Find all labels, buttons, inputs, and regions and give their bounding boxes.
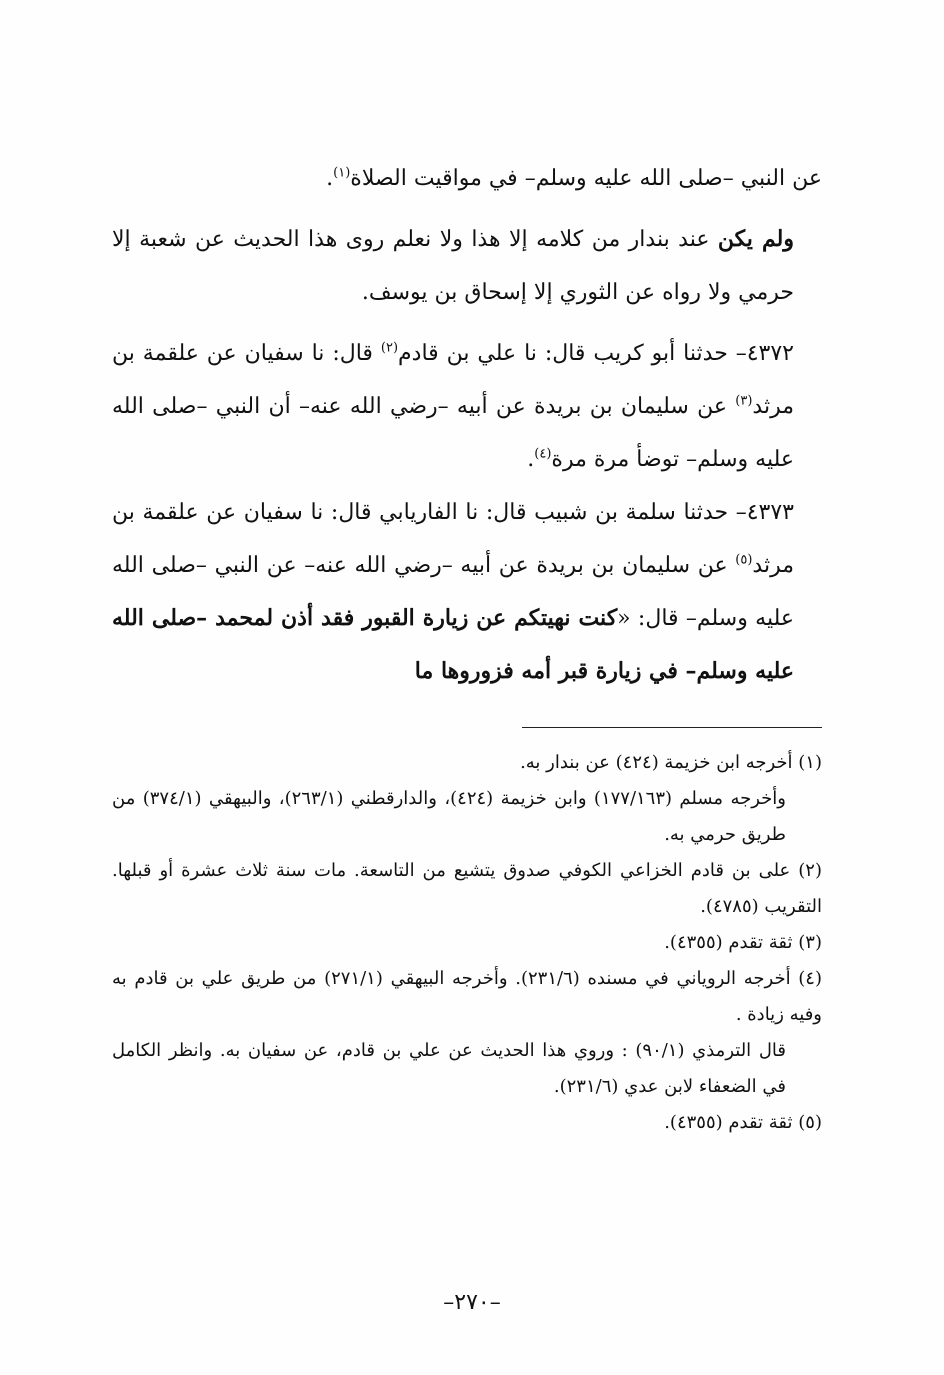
hadith-4372-end: . — [527, 447, 535, 472]
footnote-4: (٤) أخرجه الروياني في مسنده (٢٣١/٦). وأخرجه البيهقي (٢٧١/١) من طريق علي بن قادم به وفيه زيادة . — [112, 968, 822, 1025]
paragraph-2-text: عند بندار من كلامه إلا هذا ولا نعلم روى هذا الحديث عن شعبة إلا حرمي ولا رواه عن الثوري إلا إسحاق بن يوسف. — [112, 227, 794, 305]
footnote-ref-4: (٤) — [534, 446, 552, 462]
paragraph-1-text: عن النبي –صلى الله عليه وسلم– في مواقيت الصلاة — [350, 166, 822, 191]
footnote-separator — [522, 727, 822, 728]
footnote-4-continued: قال الترمذي (٩٠/١) : وروي هذا الحديث عن علي بن قادم، عن سفيان به. وانظر الكامل في الضعفاء لابن عدي (٢٣١/٦). — [112, 1040, 786, 1097]
footnotes — [112, 745, 822, 1141]
paragraph-1 — [112, 152, 822, 205]
footnote-1: (١) أخرجه ابن خزيمة (٤٢٤) عن بندار به. — [520, 752, 822, 773]
hadith-4373-part-b: عن سليمان بن بريدة عن أبيه –رضي الله عنه– عن النبي –صلى الله عليه وسلم– قال: « — [112, 553, 794, 631]
hadith-4373-bold-quote: كنت نهيتكم عن زيارة القبور فقد أذن لمحمد –صلى الله عليه وسلم– في زيارة قبر أمه فزوروها ما — [112, 605, 794, 684]
hadith-4372-part-b: قال: نا سفيان عن علقمة بن مرثد — [112, 341, 794, 419]
paragraph-1-end: . — [326, 166, 334, 191]
hadith-4372 — [112, 327, 822, 486]
footnote-ref-5: (٥) — [735, 552, 753, 568]
footnote-1-continued: وأخرجه مسلم (١٧٧/١٦٣) وابن خزيمة (٤٢٤)، والدارقطني (٢٦٣/١)، والبيهقي (٣٧٤/١) من طريق حرمي به. — [112, 788, 786, 845]
paragraph-2 — [112, 213, 822, 319]
hadith-4373 — [112, 486, 822, 698]
footnote-2: (٢) على بن قادم الخزاعي الكوفي صدوق يتشيع من التاسعة. مات سنة ثلاث عشرة أو قبلها. التقريب (٤٧٨٥). — [112, 860, 822, 917]
paragraph-2-bold: ولم يكن — [717, 226, 794, 252]
hadith-4373-part-a: ٤٣٧٣– حدثنا سلمة بن شبيب قال: نا الفاريابي قال: نا سفيان عن علقمة بن مرثد — [112, 500, 794, 578]
page-number: –٢٧٠– — [443, 1290, 501, 1315]
hadith-4372-part-c: عن سليمان بن بريدة عن أبيه –رضي الله عنه– أن النبي –صلى الله عليه وسلم– توضأ مرة مرة — [112, 394, 794, 472]
footnote-ref-1: (١) — [333, 165, 351, 181]
hadith-4372-part-a: ٤٣٧٢– حدثنا أبو كريب قال: نا علي بن قادم — [398, 341, 794, 366]
footnote-ref-2: (٢) — [380, 340, 399, 356]
footnote-ref-3: (٣) — [735, 393, 753, 409]
footnote-3: (٣) ثقة تقدم (٤٣٥٥). — [664, 932, 822, 953]
footnote-5: (٥) ثقة تقدم (٤٣٥٥). — [664, 1112, 822, 1133]
main-text — [112, 152, 822, 698]
